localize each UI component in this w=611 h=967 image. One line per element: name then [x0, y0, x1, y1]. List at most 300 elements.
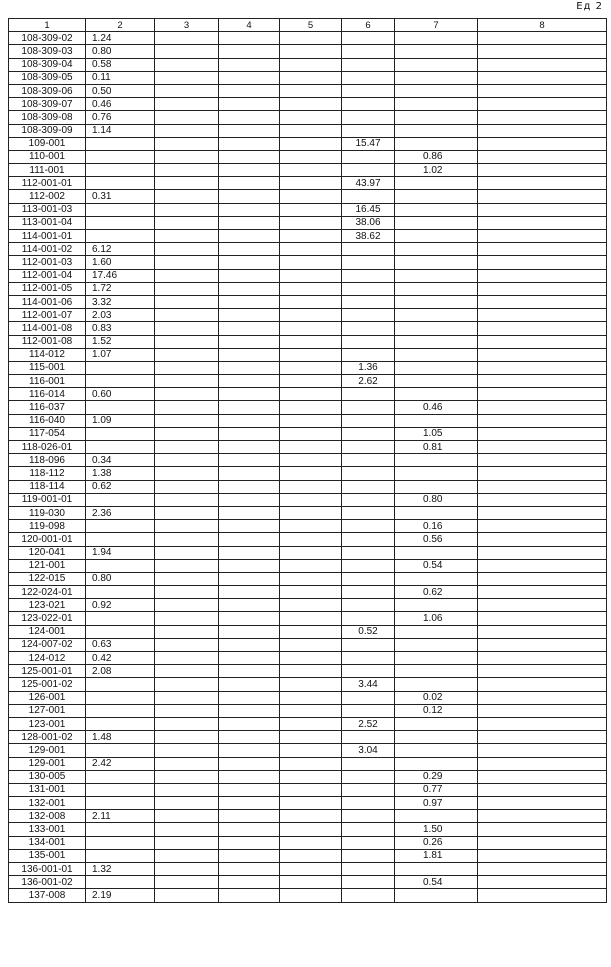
value-cell: [155, 533, 219, 546]
row-code-cell: 108-309-03: [9, 45, 86, 58]
value-cell: [478, 269, 607, 282]
value-cell: [395, 731, 478, 744]
value-cell: [395, 599, 478, 612]
value-cell: [478, 559, 607, 572]
value-cell: [395, 414, 478, 427]
value-cell: 0.81: [395, 441, 478, 454]
row-code-cell: 124-007-02: [9, 638, 86, 651]
table-row: [9, 137, 607, 150]
column-header: 1: [9, 19, 86, 32]
value-cell: [342, 388, 395, 401]
table-row: [9, 309, 607, 322]
column-header: 4: [219, 19, 280, 32]
value-cell: [155, 625, 219, 638]
value-cell: [155, 612, 219, 625]
table-row: [9, 559, 607, 572]
value-cell: [219, 375, 280, 388]
value-cell: [280, 612, 342, 625]
value-cell: [155, 823, 219, 836]
value-cell: [280, 638, 342, 651]
value-cell: 1.32: [86, 863, 155, 876]
value-cell: [478, 744, 607, 757]
value-cell: [395, 506, 478, 519]
value-cell: [280, 810, 342, 823]
value-cell: [478, 823, 607, 836]
value-cell: 2.08: [86, 665, 155, 678]
value-cell: [395, 335, 478, 348]
table-row: [9, 757, 607, 770]
value-cell: [478, 678, 607, 691]
value-cell: [155, 546, 219, 559]
value-cell: [478, 717, 607, 730]
row-code-cell: 137-008: [9, 889, 86, 902]
value-cell: [86, 203, 155, 216]
value-cell: [219, 348, 280, 361]
value-cell: [280, 335, 342, 348]
value-cell: [86, 150, 155, 163]
value-cell: [478, 203, 607, 216]
table-row: [9, 467, 607, 480]
value-cell: [280, 414, 342, 427]
value-cell: [478, 282, 607, 295]
value-cell: 16.45: [342, 203, 395, 216]
value-cell: 1.60: [86, 256, 155, 269]
value-cell: [478, 467, 607, 480]
value-cell: [478, 849, 607, 862]
value-cell: [155, 810, 219, 823]
table-body: [9, 32, 607, 902]
value-cell: [395, 863, 478, 876]
value-cell: [342, 84, 395, 97]
value-cell: [219, 638, 280, 651]
value-cell: [155, 388, 219, 401]
value-cell: [478, 625, 607, 638]
value-cell: [342, 731, 395, 744]
row-code-cell: 108-309-04: [9, 58, 86, 71]
value-cell: [280, 731, 342, 744]
table-row: [9, 375, 607, 388]
value-cell: [219, 203, 280, 216]
value-cell: [219, 58, 280, 71]
value-cell: [280, 111, 342, 124]
value-cell: [219, 401, 280, 414]
value-cell: [478, 401, 607, 414]
value-cell: 1.52: [86, 335, 155, 348]
value-cell: [478, 388, 607, 401]
table-row: [9, 177, 607, 190]
table-row: [9, 823, 607, 836]
value-cell: [155, 111, 219, 124]
value-cell: [86, 823, 155, 836]
value-cell: [478, 71, 607, 84]
value-cell: [155, 282, 219, 295]
table-row: [9, 216, 607, 229]
value-cell: [478, 164, 607, 177]
value-cell: [219, 625, 280, 638]
value-cell: [280, 770, 342, 783]
table-row: [9, 203, 607, 216]
value-cell: 0.62: [86, 480, 155, 493]
value-cell: [219, 243, 280, 256]
value-cell: [342, 797, 395, 810]
value-cell: 0.92: [86, 599, 155, 612]
row-code-cell: 112-001-04: [9, 269, 86, 282]
value-cell: [478, 58, 607, 71]
value-cell: [280, 84, 342, 97]
value-cell: [280, 863, 342, 876]
value-cell: [478, 361, 607, 374]
value-cell: [478, 414, 607, 427]
value-cell: [395, 572, 478, 585]
value-cell: [280, 678, 342, 691]
table-row: [9, 45, 607, 58]
value-cell: 0.16: [395, 520, 478, 533]
value-cell: [395, 744, 478, 757]
row-code-cell: 108-309-07: [9, 98, 86, 111]
value-cell: [478, 295, 607, 308]
value-cell: [342, 506, 395, 519]
value-cell: [86, 361, 155, 374]
value-cell: [86, 164, 155, 177]
value-cell: 0.52: [342, 625, 395, 638]
table-row: [9, 361, 607, 374]
table-row: [9, 414, 607, 427]
column-header: 6: [342, 19, 395, 32]
table-row: [9, 71, 607, 84]
row-code-cell: 122-024-01: [9, 586, 86, 599]
table-row: [9, 836, 607, 849]
value-cell: 43.97: [342, 177, 395, 190]
value-cell: 1.05: [395, 427, 478, 440]
value-cell: [86, 612, 155, 625]
value-cell: [155, 295, 219, 308]
value-cell: [342, 454, 395, 467]
row-code-cell: 110-001: [9, 150, 86, 163]
value-cell: [395, 269, 478, 282]
value-cell: [86, 559, 155, 572]
value-cell: [155, 375, 219, 388]
value-cell: 0.77: [395, 783, 478, 796]
value-cell: [155, 665, 219, 678]
value-cell: 1.24: [86, 32, 155, 45]
value-cell: [478, 98, 607, 111]
value-cell: 0.46: [395, 401, 478, 414]
value-cell: 2.62: [342, 375, 395, 388]
value-cell: [155, 599, 219, 612]
value-cell: 0.62: [395, 586, 478, 599]
value-cell: [280, 797, 342, 810]
value-cell: [478, 124, 607, 137]
table-row: [9, 744, 607, 757]
value-cell: [155, 744, 219, 757]
value-cell: [478, 652, 607, 665]
value-cell: [478, 506, 607, 519]
value-cell: [478, 493, 607, 506]
value-cell: [395, 45, 478, 58]
value-cell: [155, 150, 219, 163]
row-code-cell: 119-030: [9, 506, 86, 519]
value-cell: [280, 876, 342, 889]
row-code-cell: 112-001-01: [9, 177, 86, 190]
value-cell: [478, 691, 607, 704]
value-cell: [155, 849, 219, 862]
value-cell: [219, 559, 280, 572]
row-code-cell: 123-001: [9, 717, 86, 730]
value-cell: [155, 164, 219, 177]
value-cell: [478, 665, 607, 678]
value-cell: 1.81: [395, 849, 478, 862]
value-cell: [155, 348, 219, 361]
value-cell: [219, 282, 280, 295]
value-cell: [86, 849, 155, 862]
table-row: [9, 150, 607, 163]
value-cell: [280, 533, 342, 546]
value-cell: [478, 810, 607, 823]
value-cell: [280, 441, 342, 454]
value-cell: [478, 599, 607, 612]
row-code-cell: 108-309-08: [9, 111, 86, 124]
value-cell: [219, 493, 280, 506]
value-cell: 1.72: [86, 282, 155, 295]
value-cell: [86, 533, 155, 546]
table-row: [9, 586, 607, 599]
value-cell: 1.50: [395, 823, 478, 836]
value-cell: [219, 678, 280, 691]
value-cell: [478, 111, 607, 124]
value-cell: [478, 731, 607, 744]
row-code-cell: 117-054: [9, 427, 86, 440]
value-cell: 1.07: [86, 348, 155, 361]
value-cell: [342, 665, 395, 678]
value-cell: 0.46: [86, 98, 155, 111]
value-cell: [86, 717, 155, 730]
column-header: 8: [478, 19, 607, 32]
table-row: [9, 731, 607, 744]
value-cell: 0.31: [86, 190, 155, 203]
value-cell: [280, 467, 342, 480]
value-cell: [395, 230, 478, 243]
value-cell: [155, 797, 219, 810]
value-cell: 0.80: [86, 572, 155, 585]
value-cell: [478, 757, 607, 770]
table-row: [9, 638, 607, 651]
value-cell: [342, 572, 395, 585]
value-cell: [395, 678, 478, 691]
value-cell: [280, 71, 342, 84]
table-row: [9, 572, 607, 585]
value-cell: [280, 744, 342, 757]
value-cell: [219, 150, 280, 163]
value-cell: [219, 665, 280, 678]
value-cell: [395, 177, 478, 190]
value-cell: 0.34: [86, 454, 155, 467]
row-code-cell: 112-001-05: [9, 282, 86, 295]
value-cell: [219, 783, 280, 796]
value-cell: [280, 757, 342, 770]
value-cell: [478, 876, 607, 889]
row-code-cell: 111-001: [9, 164, 86, 177]
value-cell: [342, 520, 395, 533]
value-cell: [155, 652, 219, 665]
value-cell: [342, 783, 395, 796]
value-cell: [395, 717, 478, 730]
value-cell: [280, 783, 342, 796]
value-cell: [478, 45, 607, 58]
row-code-cell: 119-098: [9, 520, 86, 533]
value-cell: 1.38: [86, 467, 155, 480]
value-cell: [155, 32, 219, 45]
value-cell: [395, 203, 478, 216]
row-code-cell: 116-037: [9, 401, 86, 414]
value-cell: [478, 520, 607, 533]
value-cell: [395, 546, 478, 559]
value-cell: [280, 243, 342, 256]
value-cell: [342, 124, 395, 137]
row-code-cell: 112-001-08: [9, 335, 86, 348]
value-cell: [342, 638, 395, 651]
value-cell: [280, 823, 342, 836]
value-cell: [280, 625, 342, 638]
value-cell: [342, 427, 395, 440]
value-cell: [280, 124, 342, 137]
column-header: 2: [86, 19, 155, 32]
value-cell: [280, 849, 342, 862]
value-cell: [280, 361, 342, 374]
value-cell: [219, 849, 280, 862]
value-cell: [395, 137, 478, 150]
value-cell: 0.58: [86, 58, 155, 71]
value-cell: [155, 863, 219, 876]
value-cell: [395, 652, 478, 665]
value-cell: [395, 256, 478, 269]
value-cell: 0.29: [395, 770, 478, 783]
row-code-cell: 113-001-03: [9, 203, 86, 216]
table-row: [9, 282, 607, 295]
value-cell: [342, 599, 395, 612]
table-row: [9, 665, 607, 678]
value-cell: [395, 111, 478, 124]
value-cell: [155, 506, 219, 519]
value-cell: 0.60: [86, 388, 155, 401]
value-cell: [478, 230, 607, 243]
value-cell: [155, 876, 219, 889]
table-row: [9, 849, 607, 862]
row-code-cell: 118-096: [9, 454, 86, 467]
value-cell: [395, 71, 478, 84]
value-cell: [155, 216, 219, 229]
value-cell: [395, 58, 478, 71]
value-cell: [219, 309, 280, 322]
value-cell: [395, 480, 478, 493]
value-cell: [219, 612, 280, 625]
table-row: [9, 322, 607, 335]
table-row: [9, 599, 607, 612]
value-cell: [280, 401, 342, 414]
value-cell: 0.54: [395, 876, 478, 889]
table-row: [9, 625, 607, 638]
table-row: [9, 493, 607, 506]
value-cell: [219, 441, 280, 454]
value-cell: [219, 586, 280, 599]
row-code-cell: 112-002: [9, 190, 86, 203]
value-cell: [395, 375, 478, 388]
value-cell: [342, 863, 395, 876]
value-cell: 0.56: [395, 533, 478, 546]
value-cell: 3.04: [342, 744, 395, 757]
value-cell: [342, 704, 395, 717]
table-row: [9, 533, 607, 546]
row-code-cell: 114-001-08: [9, 322, 86, 335]
value-cell: [395, 388, 478, 401]
value-cell: [342, 810, 395, 823]
value-cell: [155, 441, 219, 454]
value-cell: 0.26: [395, 836, 478, 849]
value-cell: [219, 691, 280, 704]
row-code-cell: 124-001: [9, 625, 86, 638]
value-cell: [342, 282, 395, 295]
page-reference: Ед 2: [576, 1, 603, 12]
value-cell: [155, 137, 219, 150]
value-cell: 3.32: [86, 295, 155, 308]
value-cell: [219, 704, 280, 717]
row-code-cell: 125-001-02: [9, 678, 86, 691]
value-cell: [155, 269, 219, 282]
value-cell: [478, 454, 607, 467]
table-row: [9, 520, 607, 533]
value-cell: [280, 295, 342, 308]
value-cell: [86, 230, 155, 243]
value-cell: [342, 256, 395, 269]
value-cell: [395, 98, 478, 111]
value-cell: [395, 454, 478, 467]
value-cell: [478, 836, 607, 849]
value-cell: [280, 216, 342, 229]
value-cell: [155, 638, 219, 651]
value-cell: [478, 638, 607, 651]
value-cell: 15.47: [342, 137, 395, 150]
value-cell: [219, 757, 280, 770]
table-row: [9, 652, 607, 665]
row-code-cell: 108-309-06: [9, 84, 86, 97]
value-cell: 2.36: [86, 506, 155, 519]
table-row: [9, 295, 607, 308]
value-cell: 1.94: [86, 546, 155, 559]
value-cell: 0.50: [86, 84, 155, 97]
value-cell: [280, 388, 342, 401]
value-cell: [219, 164, 280, 177]
value-cell: [280, 164, 342, 177]
value-cell: [280, 586, 342, 599]
value-cell: [395, 757, 478, 770]
value-cell: [219, 863, 280, 876]
value-cell: [478, 348, 607, 361]
value-cell: [155, 309, 219, 322]
table-row: [9, 876, 607, 889]
row-code-cell: 131-001: [9, 783, 86, 796]
value-cell: [395, 889, 478, 902]
value-cell: 0.54: [395, 559, 478, 572]
value-cell: [478, 216, 607, 229]
row-code-cell: 113-001-04: [9, 216, 86, 229]
value-cell: [342, 612, 395, 625]
value-cell: [155, 731, 219, 744]
value-cell: [280, 454, 342, 467]
value-cell: 2.52: [342, 717, 395, 730]
value-cell: [155, 401, 219, 414]
value-cell: [280, 493, 342, 506]
value-cell: [155, 520, 219, 533]
value-cell: [280, 599, 342, 612]
